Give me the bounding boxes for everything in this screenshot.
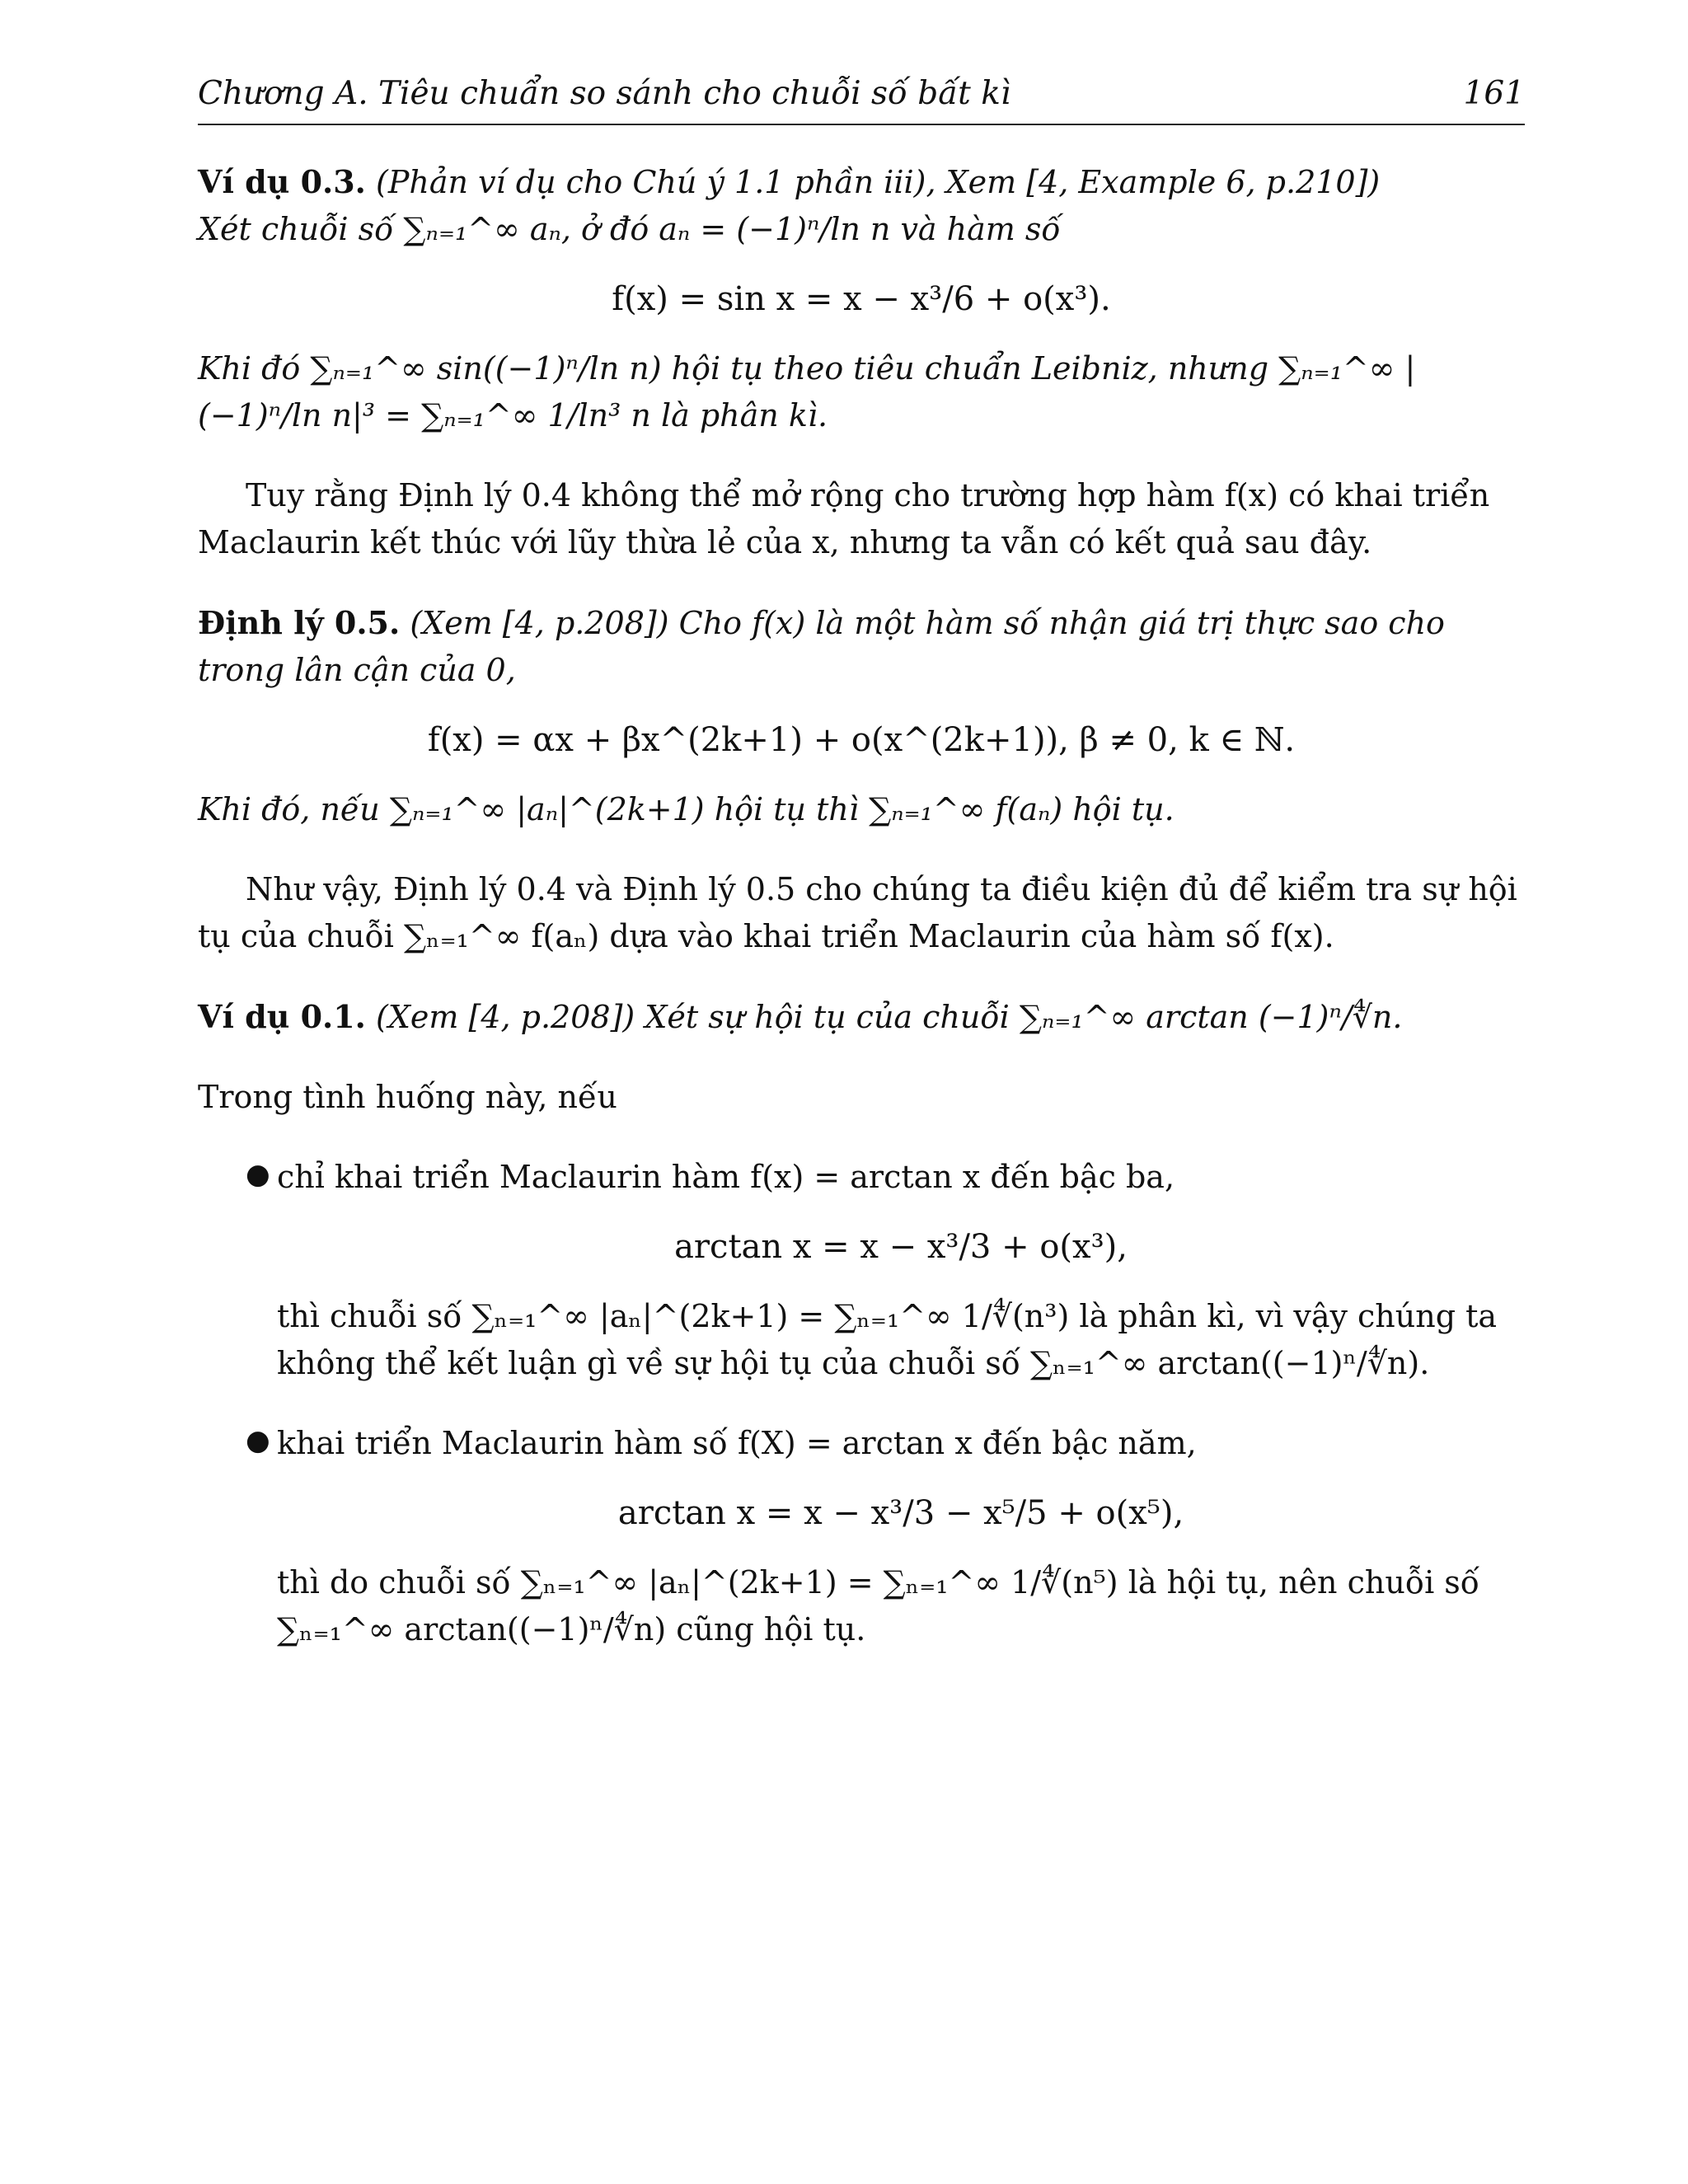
display-formula: arctan x = x − x³/3 + o(x³), [674,1227,1128,1266]
example-label: Ví dụ 0.1. [198,997,366,1035]
theorem-label: Định lý 0.5. [198,603,401,641]
bullet-text: thì do chuỗi số ∑ₙ₌₁^∞ |aₙ|^(2k+1) = ∑ₙ₌₁^∞ 1/∜(n⁵) là hội tụ, nên chuỗi số ∑ₙ₌₁^∞ arctan((−1)ⁿ/∜n) cũng hội tụ. [277,1563,1480,1647]
page-number: 161 [1463,75,1525,112]
example-subtitle: (Phản ví dụ cho Chú ý 1.1 phần iii), Xem [4, Example 6, p.210]) [376,163,1381,200]
page [198,70,1525,1653]
paragraph: Trong tình huống này, nếu [198,1078,617,1115]
display-formula: f(x) = αx + βx^(2k+1) + o(x^(2k+1)), β ≠ 0, k ∈ ℕ. [427,720,1296,759]
bullet-text: thì chuỗi số ∑ₙ₌₁^∞ |aₙ|^(2k+1) = ∑ₙ₌₁^∞ 1/∜(n³) là phân kì, vì vậy chúng ta không thể kết luận gì về sự hội tụ của chuỗi số ∑ₙ₌₁^∞ arctan((−1)ⁿ/∜n). [277,1297,1498,1381]
paragraph: Tuy rằng Định lý 0.4 không thể mở rộng cho trường hợp hàm f(x) có khai triển Maclaurin kết thúc với lũy thừa lẻ của x, nhưng ta vẫn có kết quả sau đây. [198,476,1490,560]
display-formula: f(x) = sin x = x − x³/6 + o(x³). [612,279,1111,318]
display-formula: arctan x = x − x³/3 − x⁵/5 + o(x⁵), [617,1493,1184,1532]
list-item [198,1154,1525,1387]
theorem-0-5 [198,599,1525,833]
example-0-1 [198,993,1525,1041]
bullet-intro: chỉ khai triển Maclaurin hàm f(x) = arctan x đến bậc ba, [277,1158,1175,1195]
running-header [198,70,1525,125]
example-text: Xét chuỗi số ∑ₙ₌₁^∞ aₙ, ở đó aₙ = (−1)ⁿ/ln n và hàm số [198,210,1061,247]
example-conclusion: Khi đó ∑ₙ₌₁^∞ sin((−1)ⁿ/ln n) hội tụ theo tiêu chuẩn Leibniz, nhưng ∑ₙ₌₁^∞ |(−1)ⁿ/ln n|³ = ∑ₙ₌₁^∞ 1/ln³ n là phân kì. [198,349,1416,434]
paragraph: Như vậy, Định lý 0.4 và Định lý 0.5 cho chúng ta điều kiện đủ để kiểm tra sự hội tụ của chuỗi ∑ₙ₌₁^∞ f(aₙ) dựa vào khai triển Maclaurin của hàm số f(x). [198,870,1517,954]
bullet-list [198,1154,1525,1653]
bullet-icon: ● [246,1157,270,1191]
theorem-statement: (Xem [4, p.208]) Cho f(x) là một hàm số nhận giá trị thực sao cho trong lân cận của 0, [198,604,1445,688]
list-item [198,1420,1525,1653]
example-statement: (Xem [4, p.208]) Xét sự hội tụ của chuỗi ∑ₙ₌₁^∞ arctan (−1)ⁿ/∜n. [376,998,1403,1035]
theorem-conclusion: Khi đó, nếu ∑ₙ₌₁^∞ |aₙ|^(2k+1) hội tụ thì ∑ₙ₌₁^∞ f(aₙ) hội tụ. [198,790,1175,827]
bullet-intro: khai triển Maclaurin hàm số f(X) = arctan x đến bậc năm, [277,1424,1197,1461]
example-0-3 [198,158,1525,439]
bullet-icon: ● [246,1423,270,1457]
example-label: Ví dụ 0.3. [198,162,366,200]
chapter-title: Chương A. Tiêu chuẩn so sánh cho chuỗi số bất kì [198,75,1011,112]
